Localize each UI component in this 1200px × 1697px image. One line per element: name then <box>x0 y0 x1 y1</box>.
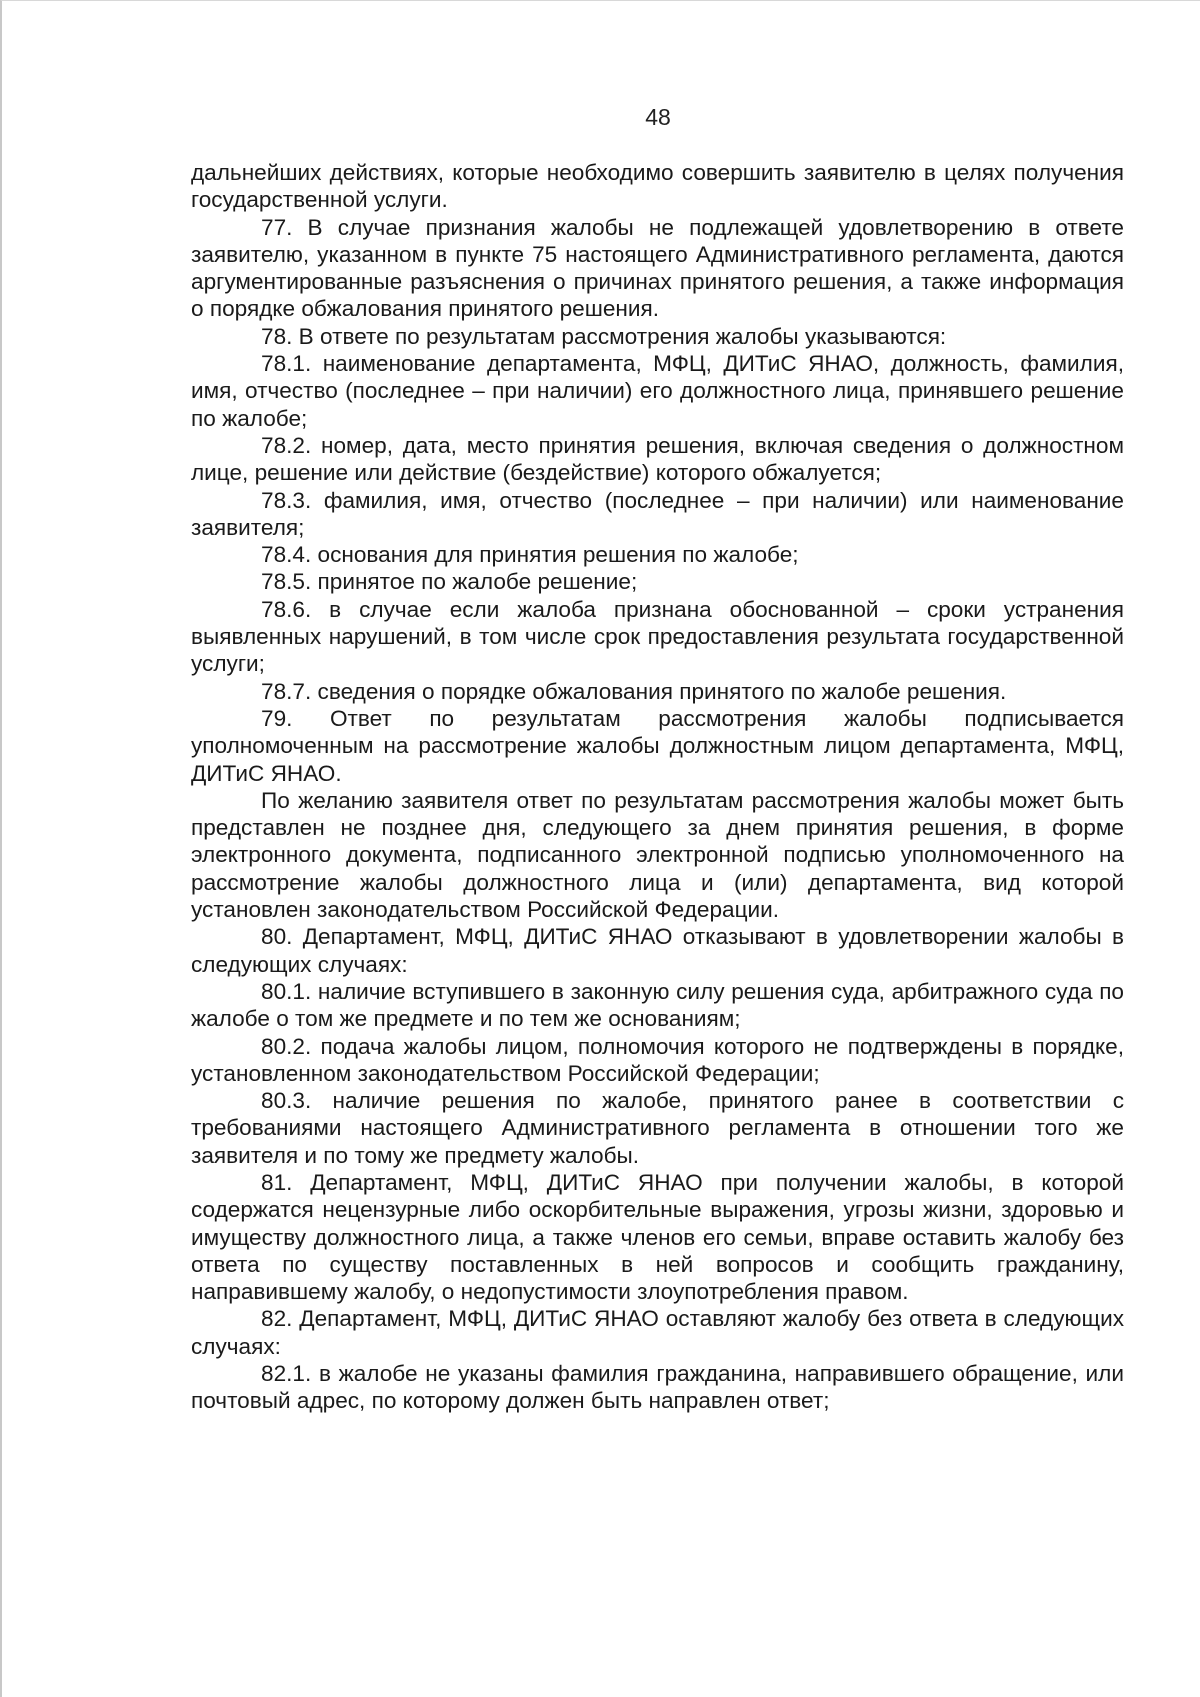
document-body <box>191 159 1124 1415</box>
paragraph: 78.2. номер, дата, место принятия решения, включая сведения о должностном лице, решение или действие (бездействие) которого обжалуется; <box>191 432 1124 486</box>
paragraph: 82. Департамент, МФЦ, ДИТиС ЯНАО оставляют жалобу без ответа в следующих случаях: <box>191 1306 1124 1359</box>
paragraph: По желанию заявителя ответ по результатам рассмотрения жалобы может быть представлен не позднее дня, следующего за днем принятия решения, в форме электронного документа, подписанного электронной подписью уполномоченного на рассмотрение жалобы должностного лица и (или) департамента, вид которой установлен законодательством Российской Федерации. <box>191 787 1124 923</box>
paragraph: 82.1. в жалобе не указаны фамилия гражданина, направившего обращение, или почтовый адрес, по которому должен быть направлен ответ; <box>191 1361 1124 1414</box>
paragraph: дальнейших действиях, которые необходимо совершить заявителю в целях получения государственной услуги. <box>191 160 1124 213</box>
paragraph: 78.5. принятое по жалобе решение; <box>261 569 638 595</box>
paragraph: 80. Департамент, МФЦ, ДИТиС ЯНАО отказывают в удовлетворении жалобы в следующих случаях: <box>191 924 1124 977</box>
paragraph: 78.6. в случае если жалоба признана обоснованной – сроки устранения выявленных нарушений, в том числе срок предоставления результата государственной услуги; <box>191 596 1124 677</box>
paragraph: 78.4. основания для принятия решения по жалобе; <box>261 542 799 568</box>
page-number: 48 <box>645 104 671 130</box>
paragraph: 80.2. подача жалобы лицом, полномочия которого не подтверждены в порядке, установленном законодательством Российской Федерации; <box>191 1033 1124 1086</box>
paragraph: 78.3. фамилия, имя, отчество (последнее – при наличии) или наименование заявителя; <box>191 487 1124 540</box>
paragraph: 77. В случае признания жалобы не подлежащей удовлетворению в ответе заявителю, указанном в пункте 75 настоящего Административного регламента, даются аргументированные разъяснения о причинах принятого решения, а также информация о порядке обжалования принятого решения. <box>191 214 1124 322</box>
paragraph: 78. В ответе по результатам рассмотрения жалобы указываются: <box>261 323 947 349</box>
paragraph: 78.1. наименование департамента, МФЦ, ДИТиС ЯНАО, должность, фамилия, имя, отчество (последнее – при наличии) его должностного лица, принявшего решение по жалобе; <box>191 351 1124 431</box>
paragraph: 78.7. сведения о порядке обжалования принятого по жалобе решения. <box>261 678 1007 704</box>
paragraph: 79. Ответ по результатам рассмотрения жалобы подписывается уполномоченным на рассмотрение жалобы должностным лицом департамента, МФЦ, ДИТиС ЯНАО. <box>191 705 1124 786</box>
paragraph: 81. Департамент, МФЦ, ДИТиС ЯНАО при получении жалобы, в которой содержатся нецензурные либо оскорбительные выражения, угрозы жизни, здоровью и имуществу должностного лица, а также членов его семьи, вправе оставить жалобу без ответа по существу поставленных в ней вопросов и сообщить гражданину, направившему жалобу, о недопустимости злоупотребления правом. <box>191 1169 1124 1305</box>
paragraph: 80.3. наличие решения по жалобе, принятого ранее в соответствии с требованиями настоящего Административного регламента в отношении того же заявителя и по тому же предмету жалобы. <box>191 1088 1124 1168</box>
paragraph: 80.1. наличие вступившего в законную силу решения суда, арбитражного суда по жалобе о том же предмете и по тем же основаниям; <box>191 978 1124 1032</box>
